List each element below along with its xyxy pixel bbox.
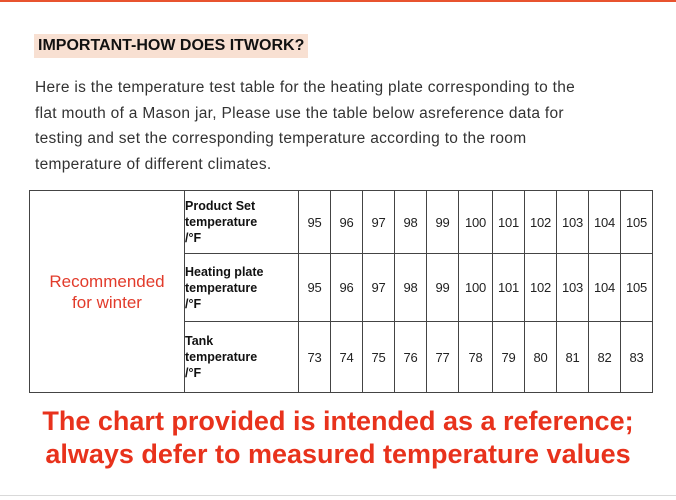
row-label-line: /°F [185, 366, 202, 380]
intro-line: testing and set the corresponding temperature according to the room [35, 130, 527, 147]
temperature-table [29, 190, 653, 393]
table-cell: 101 [493, 254, 525, 322]
table-cell: 99 [427, 191, 459, 254]
table-cell: 83 [621, 322, 653, 393]
table-cell: 96 [331, 254, 363, 322]
table-cell: 95 [299, 254, 331, 322]
season-label-line: for winter [72, 292, 142, 312]
table-row [30, 191, 653, 254]
table-cell: 96 [331, 191, 363, 254]
table-cell: 81 [557, 322, 589, 393]
row-label-line: Heating plate [185, 264, 264, 279]
row-label-line: temperature [185, 280, 258, 295]
table-cell: 78 [459, 322, 493, 393]
row-label-line: /°F [185, 231, 202, 245]
row-label-heating-plate [185, 254, 299, 322]
season-label-line: Recommended [49, 271, 165, 291]
top-divider [0, 0, 676, 2]
bottom-divider [0, 495, 676, 496]
table-cell: 103 [557, 191, 589, 254]
table-cell: 99 [427, 254, 459, 322]
table-cell: 98 [395, 254, 427, 322]
table-cell: 77 [427, 322, 459, 393]
row-label-line: temperature [185, 350, 258, 364]
table-cell: 100 [459, 254, 493, 322]
table-cell: 105 [621, 191, 653, 254]
table-cell: 102 [525, 191, 557, 254]
intro-paragraph [35, 75, 650, 177]
row-label-tank [185, 322, 299, 393]
table-cell: 74 [331, 322, 363, 393]
table-cell: 76 [395, 322, 427, 393]
row-label-line: Product Set [185, 199, 256, 213]
row-label-product-set [185, 191, 299, 254]
intro-line: Here is the temperature test table for the heating plate corresponding to the [35, 79, 576, 96]
table-cell: 73 [299, 322, 331, 393]
table-cell: 82 [589, 322, 621, 393]
row-label-line: Tank [185, 334, 214, 348]
table-cell: 95 [299, 191, 331, 254]
table-cell: 80 [525, 322, 557, 393]
note-line: always defer to measured temperature values [45, 439, 631, 469]
note-line: The chart provided is intended as a reference; [42, 406, 634, 436]
table-cell: 79 [493, 322, 525, 393]
table-cell: 104 [589, 191, 621, 254]
table-cell: 104 [589, 254, 621, 322]
table-cell: 105 [621, 254, 653, 322]
row-label-line: /°F [185, 296, 202, 311]
table-cell: 103 [557, 254, 589, 322]
table-cell: 97 [363, 254, 395, 322]
table-cell: 98 [395, 191, 427, 254]
table-cell: 102 [525, 254, 557, 322]
table-cell: 97 [363, 191, 395, 254]
table-cell: 100 [459, 191, 493, 254]
intro-line: flat mouth of a Mason jar, Please use the table below asreference data for [35, 104, 564, 122]
season-cell [30, 191, 185, 393]
table-cell: 75 [363, 322, 395, 393]
row-label-line: temperature [185, 215, 258, 229]
reference-note [0, 405, 676, 471]
section-heading: IMPORTANT-HOW DOES ITWORK? [34, 34, 308, 58]
table-cell: 101 [493, 191, 525, 254]
intro-line: temperature of different climates. [35, 155, 272, 173]
